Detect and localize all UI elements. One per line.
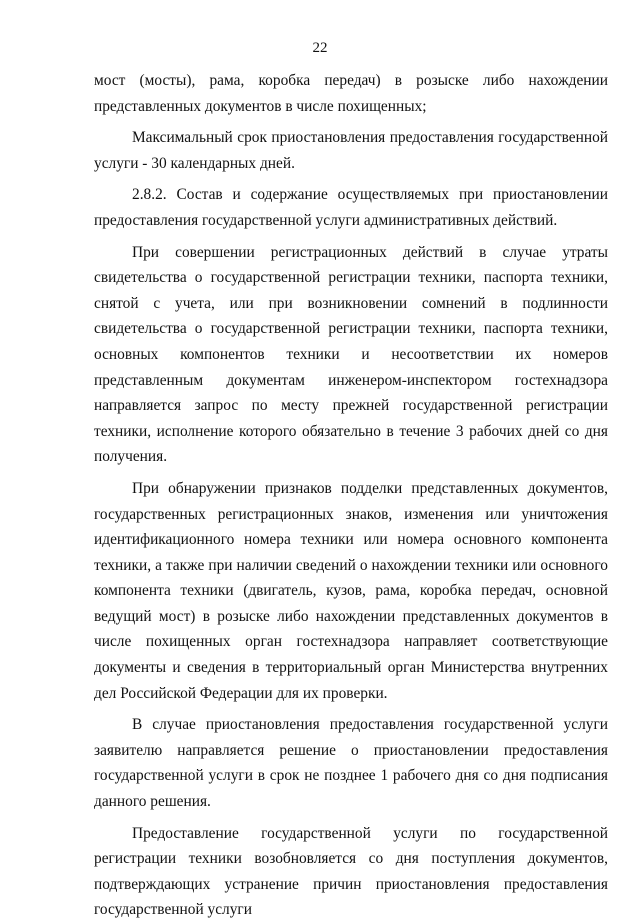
document-body xyxy=(94,68,608,923)
paragraph-forgery-detection: При обнаружении признаков подделки представленных документов, государственных регистрационных знаков, изменения или уничтожения идентификационного номера техники или номера основного компонента техники, а также при наличии сведений о нахождении техники или основного компонента техники (двигатель, кузов, рама, коробка передач, основной ведущий мост) в розыске либо нахождении представленных документов в числе похищенных орган гостехнадзора направляет соответствующие документы и сведения в территориальный орган Министерства внутренних дел Российской Федерации для их проверки. xyxy=(94,479,608,702)
paragraph-section-2-8-2: 2.8.2. Состав и содержание осуществляемых при приостановлении предоставления государственной услуги административных действий. xyxy=(94,186,608,229)
paragraph-max-suspension-term: Максимальный срок приостановления предоставления государственной услуги - 30 календарных дней. xyxy=(94,129,608,172)
paragraph-suspension-decision: В случае приостановления предоставления государственной услуги заявителю направляется решение о приостановлении предоставления государственной услуги в срок не позднее 1 рабочего дня со дня подписания данного решения. xyxy=(94,716,608,811)
page-number: 22 xyxy=(312,40,328,56)
paragraph-continuation: мост (мосты), рама, коробка передач) в розыске либо нахождении представленных документов в числе похищенных; xyxy=(94,72,608,115)
paragraph-service-resumption: Предоставление государственной услуги по государственной регистрации техники возобновляется со дня поступления документов, подтверждающих устранение причин приостановления предоставления государственной услуги xyxy=(94,824,608,919)
paragraph-registration-request: При совершении регистрационных действий в случае утраты свидетельства о государственной регистрации техники, паспорта техники, снятой с учета, или при возникновении сомнений в подлинности свидетельства о государственной регистрации техники, паспорта техники, основных компонентов техники и несоответствии их номеров представленным документам инженером-инспектором гостехнадзора направляется запрос по месту прежней государственной регистрации техники, исполнение которого обязательно в течение 3 рабочих дней со дня получения. xyxy=(94,243,608,466)
